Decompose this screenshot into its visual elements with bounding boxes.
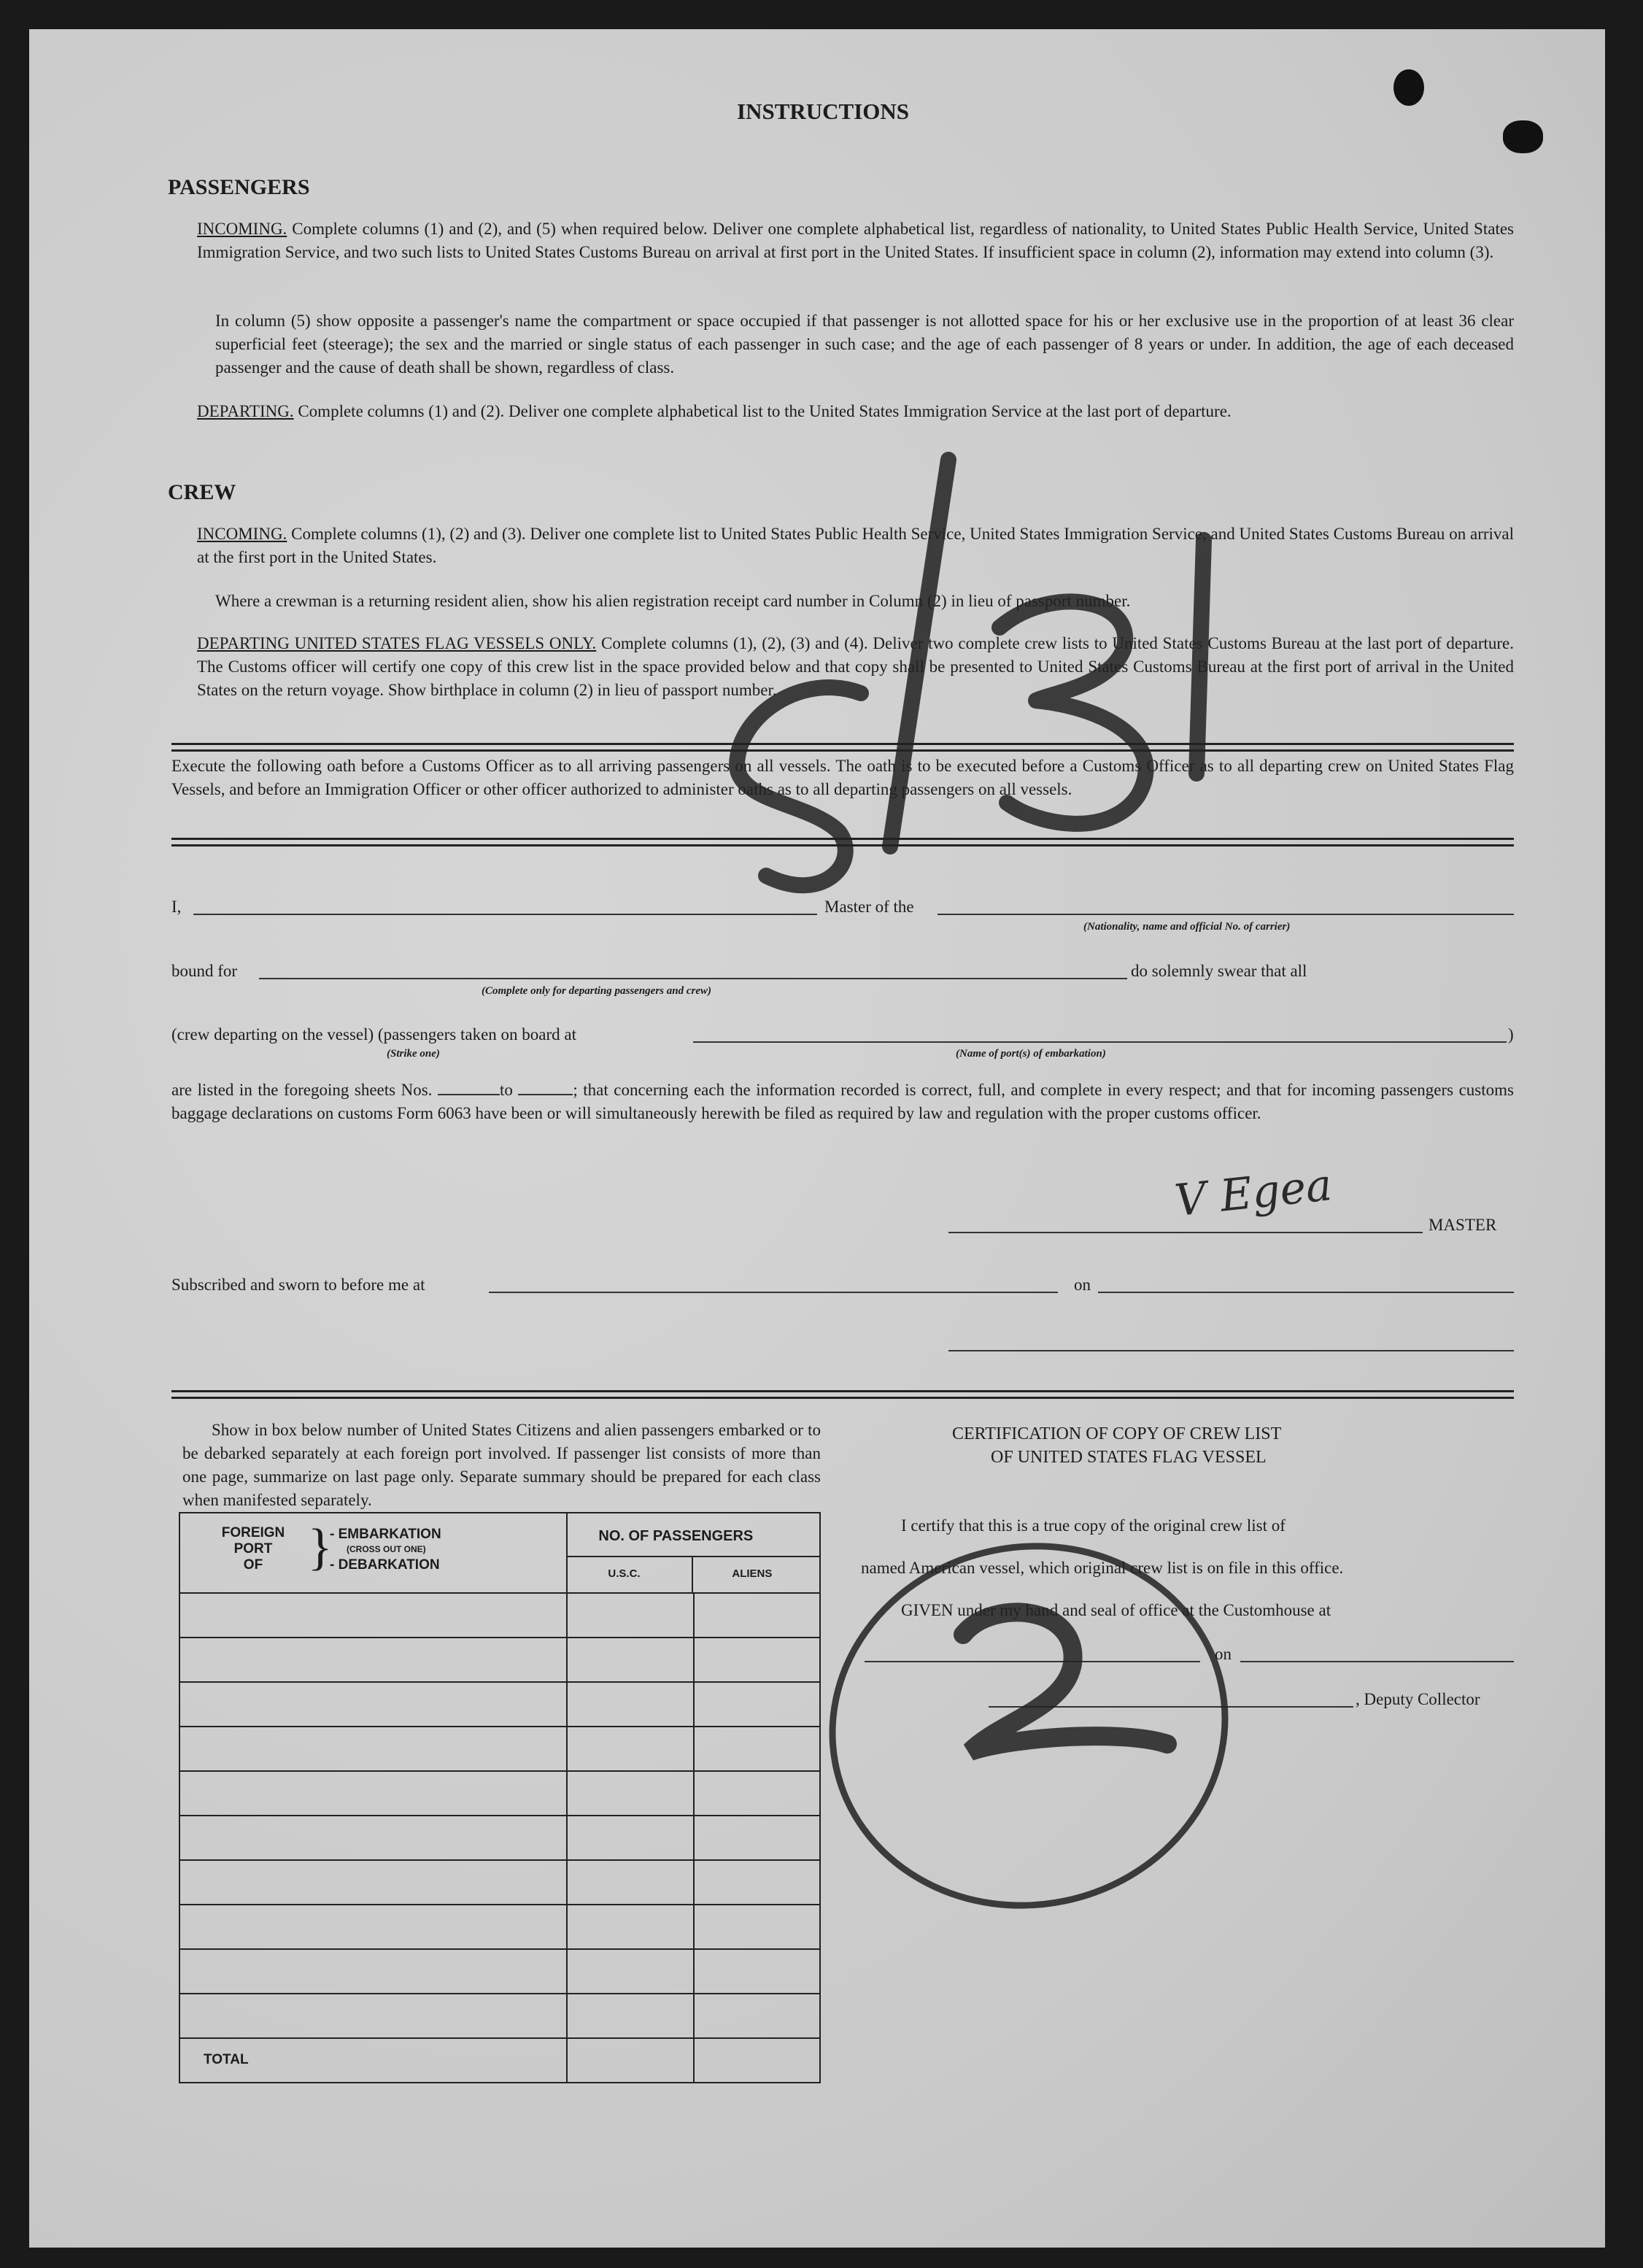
oath-i-label: I, (171, 898, 182, 916)
passengers-heading: PASSENGERS (168, 175, 310, 199)
certification-heading-2: OF UNITED STATES FLAG VESSEL (991, 1448, 1267, 1467)
oath-intro: Execute the following oath before a Customs Officer as to all arriving passengers on all vessels. The oath is to be executed before a Customs Officer as to all departing crew on United States Flag Vessels, and before an Immigration Officer or other officer authorized to administer oaths as to all departing passengers on all vessels. (171, 757, 1514, 798)
certification-heading-1: CERTIFICATION OF COPY OF CREW LIST (952, 1424, 1282, 1443)
master-label: MASTER (1429, 1216, 1497, 1234)
number-2-stroke (963, 1612, 1167, 1751)
passengers-incoming-label: INCOMING. (197, 220, 287, 238)
debarkation-label: - DEBARKATION (330, 1557, 440, 1573)
passengers-incoming-text: Complete columns (1) and (2), and (5) when required below. Deliver one complete alphabetical list, regardless of nationality, to United States Public Health Service, United States Immigration Service, and two such lists to United States Customs Bureau on arrival at first port in the United States. If insufficient space in column (2), information may extend into column (3). (197, 220, 1515, 261)
bound-for-label: bound for (171, 962, 238, 980)
scribble-1-stroke (1197, 540, 1204, 774)
close-paren: ) (1508, 1025, 1514, 1044)
circled-number-scribble (799, 1510, 1259, 1942)
embarkation-label: - EMBARKATION (330, 1527, 441, 1542)
usc-label: U.S.C. (608, 1567, 641, 1580)
carrier-caption: (Nationality, name and official No. of carrier) (1083, 921, 1291, 933)
passengers-departing-text: Complete columns (1) and (2). Deliver one complete alphabetical list to the United States Immigration Service at the last port of departure. (298, 402, 1232, 420)
crew-incoming-text: Complete columns (1), (2) and (3). Deliver one complete list to United States Public Health Service, United States Immigration Service, and United States Customs Bureau on arrival at the first port in the United States. (197, 525, 1514, 566)
strike-one-caption: (Strike one) (387, 1048, 440, 1060)
sheets-to-label: to (499, 1081, 513, 1099)
port-header-line: PORT (233, 1541, 273, 1557)
crew-resident-paragraph: Where a crewman is a returning resident alien, show his alien registration receipt card number in Column (2) in lieu of passport number. (215, 592, 1131, 610)
stamp-number-scribble (737, 460, 1204, 885)
crew-heading: CREW (168, 480, 236, 504)
subscribed-label: Subscribed and sworn to before me at (171, 1276, 425, 1294)
no-passengers-label: NO. OF PASSENGERS (598, 1528, 754, 1544)
passengers-departing-label: DEPARTING. (197, 402, 294, 420)
given-text: GIVEN under my hand and seal of office at the Customhouse at (901, 1601, 1331, 1619)
master-signature: V Egea (1172, 1159, 1334, 1227)
certification-text-2: named American vessel, which original crew list is on file in this office. (861, 1559, 1344, 1577)
total-label: TOTAL (204, 2052, 249, 2067)
scribble-slash-stroke (890, 460, 948, 846)
do-swear-text: do solemnly swear that all (1131, 962, 1307, 980)
crew-incoming-label: INCOMING. (197, 525, 287, 543)
crew-departing-text: Complete columns (1), (2), (3) and (4). Deliver two complete crew lists to United States Customs Bureau at the last port of departure. The Customs officer will certify one copy of this crew list in the space provided below and that copy shall be presented to United States Customs Bureau at the first port of arrival in the United States on the return voyage. Show birthplace in column (2) in lieu of passport number. (197, 634, 1515, 699)
scribble-3-stroke (1000, 601, 1146, 823)
ports-caption: (Name of port(s) of embarkation) (956, 1048, 1106, 1060)
complete-only-caption: (Complete only for departing passengers and crew) (482, 985, 711, 997)
scribble-5-stroke (737, 687, 861, 885)
circle-stroke (799, 1510, 1259, 1942)
subscribed-on-label: on (1074, 1276, 1091, 1294)
handwritten-annotations (29, 29, 1605, 2248)
port-header-line: FOREIGN (221, 1525, 285, 1540)
certification-on-label: on (1215, 1645, 1232, 1663)
brace-icon: } (308, 1519, 333, 1575)
port-header-line: OF (243, 1557, 263, 1573)
summary-instructions: Show in box below number of United States Citizens and alien passengers embarked or to be debarked separately at each foreign port involved. If passenger list consists of more than one page, summarize on last page only. Separate summary should be prepared for each class when manifested separately. (182, 1421, 821, 1509)
deputy-collector-label: , Deputy Collector (1356, 1690, 1480, 1708)
aliens-label: ALIENS (732, 1567, 773, 1580)
sheets-text-b: ; that concerning each the information recorded is correct, full, and complete in every respect; and that for incoming passengers customs baggage declarations on customs Form 6063 have been or will simultaneously herewith be filed as required by law and regulation with the proper customs officer. (171, 1081, 1514, 1122)
document-page (29, 29, 1605, 2248)
master-of-label: Master of the (824, 898, 914, 916)
column5-paragraph: In column (5) show opposite a passenger's name the compartment or space occupied if that passenger is not allotted space for his or her exclusive use in the proportion of at least 36 clear superficial feet (steerage); the sex and the married or single status of each passenger in such case; and the age of each passenger of 8 years or under. In addition, the age of each deceased passenger and the cause of death shall be shown, regardless of class. (215, 312, 1514, 377)
certification-text-1: I certify that this is a true copy of the original crew list of (901, 1516, 1286, 1535)
crew-departing-text: (crew departing on the vessel) (passengers taken on board at (171, 1025, 576, 1044)
cross-out-label: (CROSS OUT ONE) (347, 1544, 426, 1554)
crew-departing-label: DEPARTING UNITED STATES FLAG VESSELS ONLY. (197, 634, 597, 652)
sheets-text-a: are listed in the foregoing sheets Nos. (171, 1081, 433, 1099)
page-title: INSTRUCTIONS (737, 99, 910, 124)
